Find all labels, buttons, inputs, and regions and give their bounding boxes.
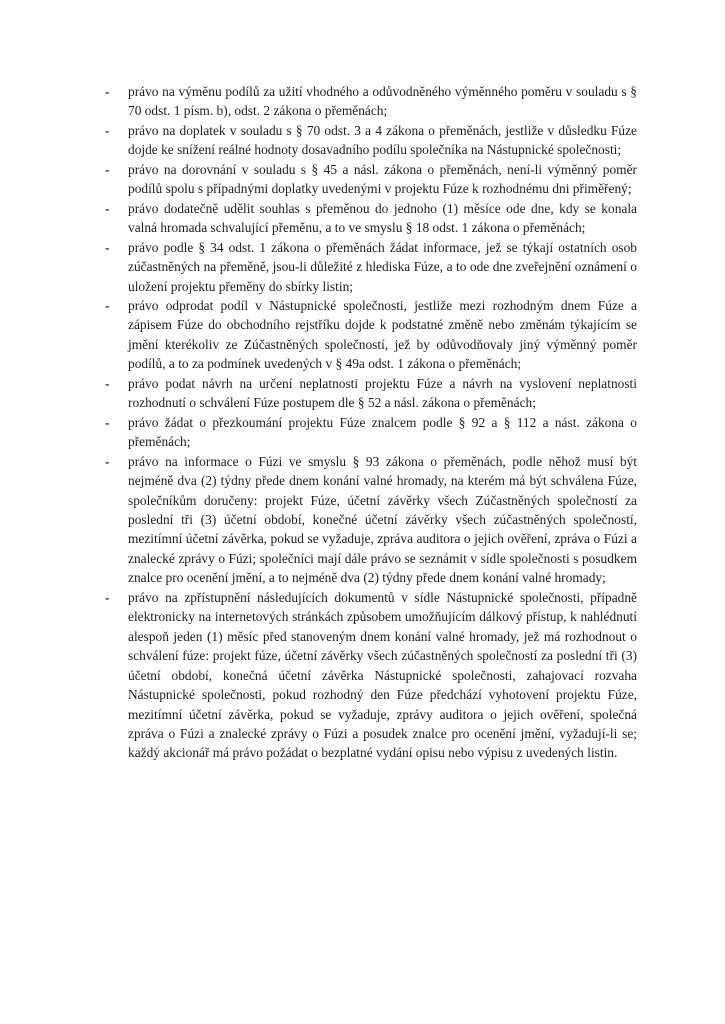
list-item: [105, 199, 637, 238]
dash-bullet: -: [105, 200, 110, 216]
list-item-text: právo na doplatek v souladu s § 70 odst. 3 a 4 zákona o přeměnách, jestliže v důsledku Fúze dojde ke snížení reálné hodnoty dosavadního podílu společníka na Nástupnické společnosti;: [128, 122, 637, 158]
dash-bullet: -: [105, 375, 110, 391]
dash-bullet: -: [105, 84, 110, 99]
list-item-text: právo na dorovnání v souladu s § 45 a násl. zákona o přeměnách, není-li výměnný poměr podílů spolu s případnými doplatky uvedenými v projektu Fúze k rozhodnému dni přiměřený;: [128, 161, 637, 197]
list-item-text: právo podat návrh na určení neplatnosti projektu Fúze a návrh na vyslovení neplatnosti rozhodnutí o schválení Fúze postupem dle § 52 a násl. zákona o přeměnách;: [128, 375, 637, 411]
dash-bullet: -: [105, 239, 110, 255]
list-item: [105, 374, 637, 413]
list-item: [105, 121, 637, 160]
dash-bullet: -: [105, 297, 110, 313]
dash-bullet: -: [105, 161, 110, 177]
list-item-text: právo podle § 34 odst. 1 zákona o přeměnách žádat informace, jež se týkají ostatních osob zúčastněných na přeměně, jsou-li důležité z hlediska Fúze, a to ode dne zveřejnění oznámení o uložení projektu přeměny do sbírky listin;: [128, 239, 637, 294]
rights-bullet-list: [105, 82, 637, 763]
list-item: [105, 82, 637, 121]
dash-bullet: -: [105, 453, 110, 469]
list-item-text: právo žádat o přezkoumání projektu Fúze znalcem podle § 92 a § 112 a nást. zákona o přeměnách;: [128, 414, 637, 450]
list-item: [105, 588, 637, 763]
list-item: [105, 160, 637, 199]
list-item-text: právo na zpřístupnění následujících dokumentů v sídle Nástupnické společnosti, případně elektronicky na internetových stránkách způsobem umožňujícím dálkový přístup, k nahlédnutí alespoň jeden (1) měsíc před stanoveným dnem konání valné hromady, jež má rozhodnout o schválení fúze: projekt fúze, účetní závěrky všech zúčastněných společností za poslední tři (3) účetní období, konečná účetní závěrka Nástupnické společnosti, zahajovací rozvaha Nástupnické společnosti, pokud rozhodný den Fúze předchází vyhotovení projektu Fúze, mezitímní účetní závěrka, pokud se vyžaduje, zprávy auditora o jejich ověření, společná zpráva o Fúzi a znalecké zprávy o Fúzi a posudek znalce pro ocenění jmění, vyžadují-li se; každý akcionář má právo požádat o bezplatné vydání opisu nebo výpisu z uvedených listin.: [128, 589, 637, 761]
list-item: [105, 296, 637, 374]
list-item-text: právo odprodat podíl v Nástupnické společnosti, jestliže mezi rozhodným dnem Fúze a zápisem Fúze do obchodního rejstříku dojde k podstatné změně nebo změnám týkajícím se jmění kterékoliv ze Zúčastněných společností, jež by odůvodňovaly jiný výměnný poměr podílů, a to za podmínek uvedených v § 49a odst. 1 zákona o přeměnách;: [128, 297, 637, 372]
list-item-text: právo na výměnu podílů za užití vhodného a odůvodněného výměnného poměru v souladu s § 70 odst. 1 písm. b), odst. 2 zákona o přeměnách;: [128, 84, 637, 119]
dash-bullet: -: [105, 589, 110, 605]
list-item-text: právo na informace o Fúzi ve smyslu § 93 zákona o přeměnách, podle něhož musí být nejméně dva (2) týdny přede dnem konání valné hromady, na kterém má být schválena Fúze, společníkům doručeny: projekt Fúze, účetní závěrky všech Zúčastněných společností za poslední tři (3) účetní období, konečné účetní závěrky všech zúčastněných společností, mezitímní účetní závěrka, pokud se vyžaduje, zpráva auditora o jejich ověření, zpráva o Fúzi a znalecké zprávy o Fúzi; společníci mají dále právo se seznámit v sídle společnosti s posudkem znalce pro ocenění jmění, a to nejméně dva (2) týdny přede dnem konání valné hromady;: [128, 453, 637, 586]
list-item: [105, 238, 637, 296]
dash-bullet: -: [105, 122, 110, 138]
list-item: [105, 452, 637, 588]
dash-bullet: -: [105, 414, 110, 430]
list-item: [105, 413, 637, 452]
list-item-text: právo dodatečně udělit souhlas s přeměnou do jednoho (1) měsíce ode dne, kdy se konala valná hromada schvalující přeměnu, a to ve smyslu § 18 odst. 1 zákona o přeměnách;: [128, 200, 637, 236]
